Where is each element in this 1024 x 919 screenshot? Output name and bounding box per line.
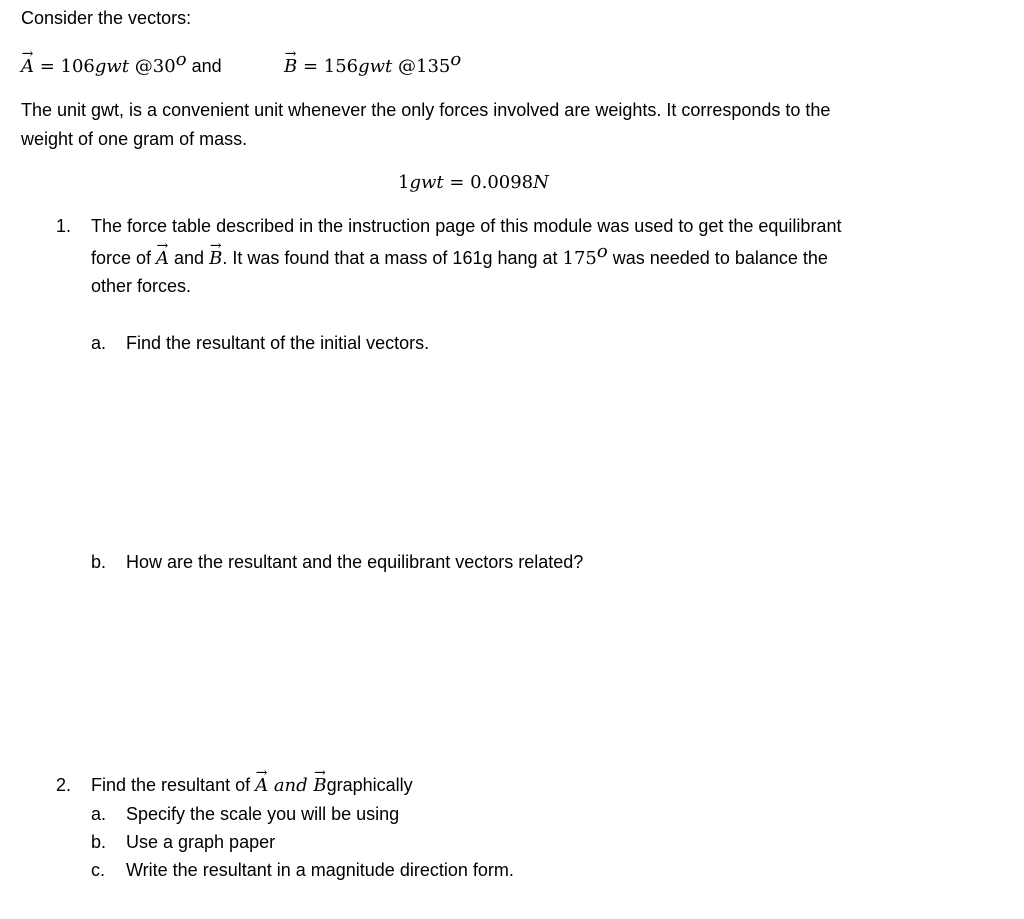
q1-a-label: a. xyxy=(91,333,107,353)
conversion-value: = 0.0098 xyxy=(443,172,534,193)
q2-item-c-label: c. xyxy=(91,860,106,880)
q2-and: and xyxy=(268,775,314,796)
conversion-lead: 1 xyxy=(398,172,410,193)
q2-item-a-label: a. xyxy=(91,804,107,824)
vector-b-magnitude: = 156 xyxy=(297,56,359,77)
vector-a-magnitude: = 106 xyxy=(34,56,95,77)
q1-line-2-suffix: was needed to balance the xyxy=(607,248,828,268)
and-word: and xyxy=(191,56,222,76)
q2-vector-a: → A xyxy=(255,774,268,798)
vector-b-angle: @135 xyxy=(392,56,451,77)
conversion-unit: gwt xyxy=(409,172,444,193)
q1-line-2-and: and xyxy=(169,248,210,268)
q1-line-3: other forces. xyxy=(91,276,192,296)
q1-b-label: b. xyxy=(91,552,107,572)
conversion-newton: N xyxy=(533,172,549,193)
q1-a-text: Find the resultant of the initial vectors. xyxy=(126,333,430,353)
q1-degree: o xyxy=(596,241,608,262)
q1-vector-a: → A xyxy=(156,247,169,271)
q1-number: 1. xyxy=(56,216,72,236)
q1-line-1: The force table described in the instruction page of this module was used to get the equilibrant xyxy=(91,216,842,236)
vector-a-symbol: → A xyxy=(21,55,34,79)
unit-text-line-1: The unit gwt, is a convenient unit whenever the only forces involved are weights. It corresponds to the xyxy=(21,100,831,120)
q1-line-2 xyxy=(91,241,828,271)
vector-a-definition xyxy=(21,49,222,79)
q1-line-2-prefix: force of xyxy=(91,248,157,268)
unit-text-line-2: weight of one gram of mass. xyxy=(21,129,248,149)
q2-item-c-text: Write the resultant in a magnitude direction form. xyxy=(126,860,514,880)
q2-prefix: Find the resultant of xyxy=(91,775,256,795)
vector-a-unit: gwt xyxy=(94,56,130,77)
vector-b-degree: o xyxy=(450,49,462,70)
q2-item-b-text: Use a graph paper xyxy=(126,832,276,852)
q2-suffix: graphically xyxy=(326,775,413,795)
q2-number: 2. xyxy=(56,775,72,795)
vector-b-symbol: → B xyxy=(284,55,297,79)
q2-item-b-label: b. xyxy=(91,832,107,852)
q2-item-a-text: Specify the scale you will be using xyxy=(126,804,400,824)
q1-vector-b: → B xyxy=(209,247,222,271)
vector-a-angle: @30 xyxy=(129,56,176,77)
vector-b-definition xyxy=(284,49,462,79)
conversion-equation xyxy=(398,171,549,195)
q2-heading xyxy=(91,773,413,798)
q1-b-text: How are the resultant and the equilibrant vectors related? xyxy=(126,552,584,572)
q2-vector-b: → B xyxy=(313,774,326,798)
q1-line-2-mid: . It was found that a mass of 161g hang at xyxy=(222,248,563,268)
vector-a-degree: o xyxy=(175,49,187,70)
intro-heading: Consider the vectors: xyxy=(21,8,192,28)
vector-b-unit: gwt xyxy=(358,56,393,77)
q1-angle: 175 xyxy=(562,248,597,269)
